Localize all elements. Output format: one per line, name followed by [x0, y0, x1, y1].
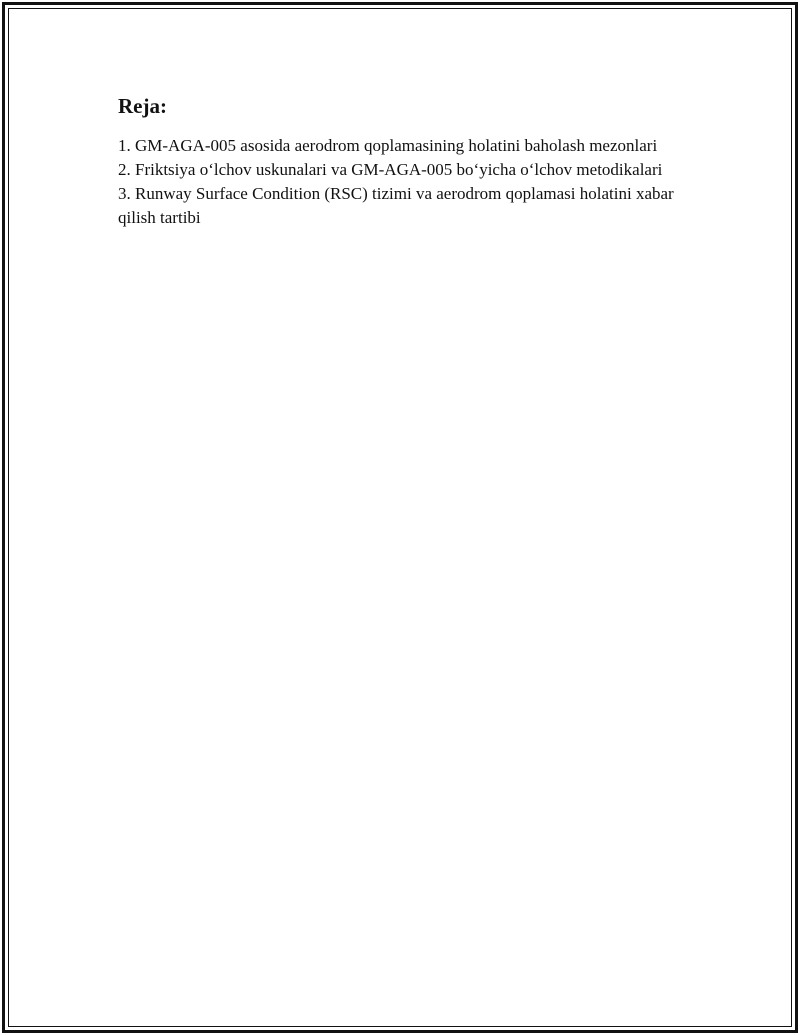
plan-heading: Reja:	[118, 94, 167, 118]
plan-item-2: 2. Friktsiya o‘lchov uskunalari va GM-AGA-005 bo‘yicha o‘lchov metodikalari	[118, 160, 663, 179]
plan-list	[118, 134, 688, 230]
plan-item-3: 3. Runway Surface Condition (RSC) tizimi va aerodrom qoplamasi holatini xabar qilish tartibi	[118, 184, 674, 227]
plan-item-1: 1. GM-AGA-005 asosida aerodrom qoplamasining holatini baholash mezonlari	[118, 136, 658, 155]
page-content	[118, 92, 688, 230]
